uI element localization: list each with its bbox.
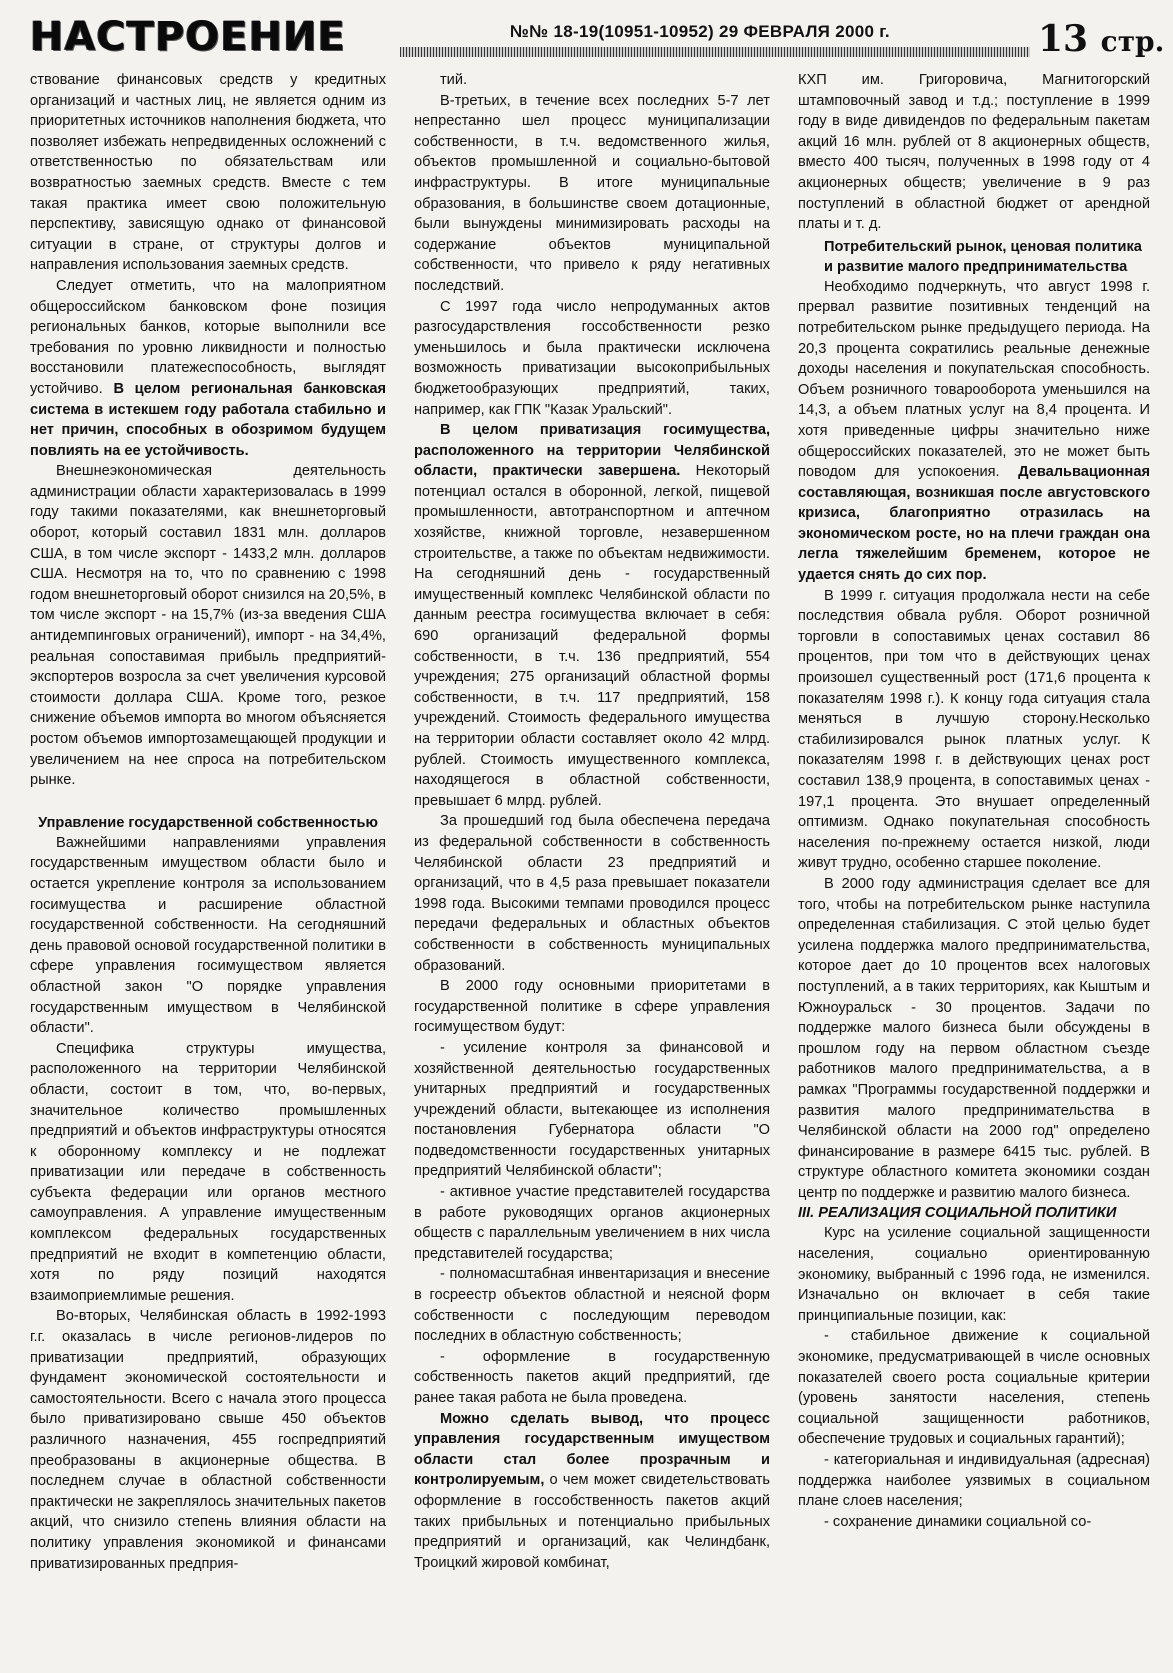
list-item: - активное участие представителей государства в работе руководящих органов акционерных обществ с параллельным увеличением в них числа представителей государства;	[414, 1184, 770, 1262]
paragraph: Важнейшими направлениями управления государственным имуществом области было и остается укрепление контроля за использованием госимущества и расширение областной государственной собственности. На сегодняшний день правовой основой государственной политики в сфере управления госимуществом является областной закон "О порядке управления государственным имуществом в Челябинской области".	[30, 834, 386, 1037]
paragraph-emphasis: Девальвационная составляющая, возникшая после августовского кризиса, благоприятно отразилась на экономическом росте, но на плечи граждан она легла тяжелейшим бременем, которое не удается снять до сих пор.	[798, 464, 1150, 584]
list-item: - полномасштабная инвентаризация и внесение в госреестр объектов областной и неясной форм собственности с последующим переводом последних в областную собственность;	[414, 1266, 770, 1345]
paragraph	[798, 277, 1150, 586]
header-rule	[400, 47, 1030, 57]
paragraph-text: Следует отметить, что на малоприятном общероссийском банковском фоне позиция региональных банков, которые выполнили все требования по уровню ликвидности и полностью восстановили платежеспособность, выглядят устойчиво.	[30, 277, 386, 397]
paragraph-emphasis: Можно сделать вывод, что процесс управления государственным имуществом области стал более прозрачным и контролируемым,	[414, 1410, 770, 1489]
paragraph-text: о чем может свидетельствовать оформление в госсобственность пакетов акций таких прибыльных и потенциально прибыльных предприятий и организаций, как Челиндбанк, Троицкий жировой комбинат,	[414, 1472, 770, 1571]
column-2	[414, 70, 770, 1670]
paragraph: Специфика структуры имущества, расположенного на территории Челябинской области, состоит в том, что, во-первых, значительное количество промышленных предприятий и объектов инфраструктуры относятся к оборонному комплексу и не подлежат приватизации или передаче в собственность субъекта федерации или органов местного самоуправления. А управление имущественным комплексом федеральных государственных предприятий не входит в компетенцию области, хотя по ряду позиций находятся взаимоприемлимые решения.	[30, 1040, 386, 1304]
list-item: - сохранение динамики социальной со-	[824, 1513, 1092, 1530]
paragraph: тий.	[440, 72, 468, 88]
section-heading: Потребительский рынок, ценовая политика и развитие малого предпринимательства	[824, 238, 1142, 275]
list-item: - оформление в государственную собственность пакетов акций предприятий, где ранее такая работа не была проведена.	[414, 1348, 770, 1406]
paragraph	[414, 1409, 770, 1574]
paragraph: В 2000 году администрация сделает все для того, чтобы на потребительском рынке наступила определенная стабилизация. С этой целью будет усилена поддержка малого предпринимательства, которое дает до 10 процентов всех налоговых поступлений, а в таких территориях, как Кыштым и Южноуральск - 30 процентов. Задачи по поддержке малого бизнеса были обсуждены в прошлом году на первом областном съезде работников малого предпринимательства, а в рамках "Программы государственной поддержки и развития малого предпринимательства в Челябинской области на 2000 год" определено финансирование в размере 6415 тыс. рублей. В структуре областного комитета экономики создан центр по поддержке и развитию малого бизнеса.	[798, 875, 1150, 1201]
paragraph: Курс на усиление социальной защищенности населения, социально ориентированную экономику, выбранный с 1996 года, не изменился. Изначально он включает в себя такие принципиальные позиции, как:	[798, 1225, 1150, 1324]
paragraph-emphasis: В целом приватизация госимущества, расположенного на территории Челябинской области, практически завершена.	[414, 422, 770, 480]
page-number-suffix: стр.	[1100, 25, 1165, 58]
paragraph: В 2000 году основными приоритетами в государственной политике в сфере управления госимуществом будут:	[414, 978, 770, 1036]
paragraph-text: Необходимо подчеркнуть, что август 1998 г. прервал развитие позитивных тенденций на потребительском рынке предыдущего периода. На 20,3 процента сократились реальные денежные доходы населения и покупательская способность. Объем розничного товарооборота уменьшился на 14,3, а объем платных услуг на 8,4 процента. И хотя приведенные цифры значительно ниже общероссийских показателей, это не может быть поводом для успокоения.	[798, 278, 1150, 481]
paragraph: За прошедший год была обеспечена передача из федеральной собственности в собственность Челябинской области 23 предприятий и организаций, что в 4,5 раза превышает показатели 1998 года. Высокими темпами проводился процесс передачи федеральных и областных объектов собственности в собственность муниципальных образований.	[414, 813, 770, 974]
paragraph: В 1999 г. ситуация продолжала нести на себе последствия обвала рубля. Оборот розничной торговли в сопоставимых ценах составил 86 процентов, при том что в действующих ценах произошел существенный рост (171,6 процента к показателям 1998 г.). К концу года ситуация стала меняться в лучшую сторону.Несколько стабилизировался рынок платных услуг. К показателям 1998 г. в действующих ценах рост составил 138,9 процента, в сопоставимых ценах - 197,1 процента. Это внушает определенный оптимизм. Однако покупательная способность населения по-прежнему остается низкой, люди живут трудно, особенно старшее поколение.	[798, 587, 1150, 872]
paragraph: ствование финансовых средств у кредитных организаций и частных лиц, не является одним из приоритетных источников наполнения бюджета, что позволяет избежать непредвиденных осложнений с ответственностью по обязательствам или возвратностью заемных средств. Вместе с тем такая практика имеет свою положительную перспективу, зависящую однако от финансовой ситуации в стране, от структуры долгов и направления использования заемных средств.	[30, 72, 386, 274]
paragraph	[30, 276, 386, 461]
paragraph: Во-вторых, Челябинская область в 1992-1993 г.г. оказалась в числе регионов-лидеров по приватизации предприятий, образующих фундамент экономической состоятельности и самостоятельности. Всего с начала этого процесса было приватизировано свыше 450 объектов различного назначения, 455 госпредприятий преобразованы в акционерные общества. В последнем случае в областной собственности практически не закреплялось значительных пакетов акций, что снизило степень влияния области на политику управления экономикой и финансами приватизированных предприя-	[30, 1308, 386, 1572]
section-title: III. РЕАЛИЗАЦИЯ СОЦИАЛЬНОЙ ПОЛИТИКИ	[798, 1205, 1117, 1222]
paragraph: С 1997 года число непродуманных актов разгосударствления госсобственности резко уменьшилось и была практически исключена возможность приватизации высокоприбыльных бюджетообразующих предприятий, таких, например, как ГПК "Казак Уральский".	[414, 298, 770, 418]
list-item: - категориальная и индивидуальная (адресная) поддержка наиболее уязвимых в социальном плане слоев населения;	[798, 1452, 1150, 1510]
section-heading: Управление государственной собственностью	[38, 814, 378, 831]
column-1	[30, 70, 386, 1670]
paragraph-emphasis: В целом региональная банковская система в истекшем году работала стабильно и нет причин, способных в обозримом будущем повлиять на ее устойчивость.	[30, 380, 386, 459]
page-header	[0, 0, 1173, 70]
paragraph: КХП им. Григоровича, Магнитогорский штамповочный завод и т.д.; поступление в 1999 году в виде дивидендов по федеральным пакетам акций 16 млн. рублей от 8 акционерных обществ, вместо 400 тысяч, полученных в 1998 году от 4 акционерных обществ; увеличение в 9 раз поступлений в областной бюджет от арендной платы и т. д.	[798, 72, 1150, 233]
paragraph	[414, 420, 770, 811]
article-body	[0, 70, 1173, 1670]
column-3	[798, 70, 1150, 1670]
paragraph: В-третьих, в течение всех последних 5-7 лет непрестанно шел процесс муниципализации собственности, в т.ч. ведомственного жилья, объектов промышленной и социально-бытовой инфраструктуры. В итоге муниципальные образования, в большинстве своем дотационные, были вынуждены минимизировать расходы на содержание объектов муниципальной собственности, что привело к ряду негативных последствий.	[414, 92, 770, 294]
page-number-value: 13	[1038, 18, 1089, 60]
paragraph: Внешнеэкономическая деятельность администрации области характеризовалась в 1999 году такими показателями, как внешнеторговый оборот, который составил 1831 млн. долларов США, в том числе экспорт - 1433,2 млн. долларов США. Несмотря на то, что по сравнению с 1998 годом внешнеторговый оборот снизился на 20,5%, в том числе экспорт - на 15,7% (из-за введения США антидемпинговых ограничений), импорт - на 34,4%, реальная сопоставимая прибыль предприятий-экспортеров возросла за счет увеличения курсовой стоимости доллара США. Кроме того, резкое снижение объемов импорта во многом объясняется ростом объемов импортозамещающей продукции и увеличением на нее спроса на потребительском рынке.	[30, 463, 386, 789]
list-item: - усиление контроля за финансовой и хозяйственной деятельностью государственных унитарных предприятий и государственных учреждений области, вытекающее из исполнения постановления Губернатора области "О подведомственности государственных унитарных предприятий Челябинской области";	[414, 1039, 770, 1180]
issue-info: №№ 18-19(10951-10952) 29 ФЕВРАЛЯ 2000 г.	[510, 22, 890, 41]
masthead-title: НАСТРОЕНИЕ	[30, 14, 346, 60]
page-number	[1038, 18, 1164, 60]
paragraph-text: Некоторый потенциал остался в оборонной, легкой, пищевой промышленности, автотранспортном и аптечном хозяйстве, книжной торговле, незавершенном строительстве, а также по объектам недвижимости. На сегодняшний день - государственный имущественный комплекс Челябинской области по данным реестра госимущества включает в себя: 690 организаций федеральной формы собственности, в т.ч. 136 предприятий, 554 учреждения; 275 организаций областной формы собственности, в т.ч. 117 предприятий, 158 учреждений. Стоимость федерального имущества на территории области составляет около 42 млрд. рублей. Стоимость имущественного комплекса, находящегося в областной собственности, превышает 6 млрд. рублей.	[414, 463, 770, 809]
list-item: - стабильное движение к социальной экономике, предусматривающей в числе основных показателей своего роста социальные критерии (уровень занятости населения, степень социальной защищенности работников, обеспечение трудовых и социальных гарантий);	[798, 1328, 1150, 1448]
